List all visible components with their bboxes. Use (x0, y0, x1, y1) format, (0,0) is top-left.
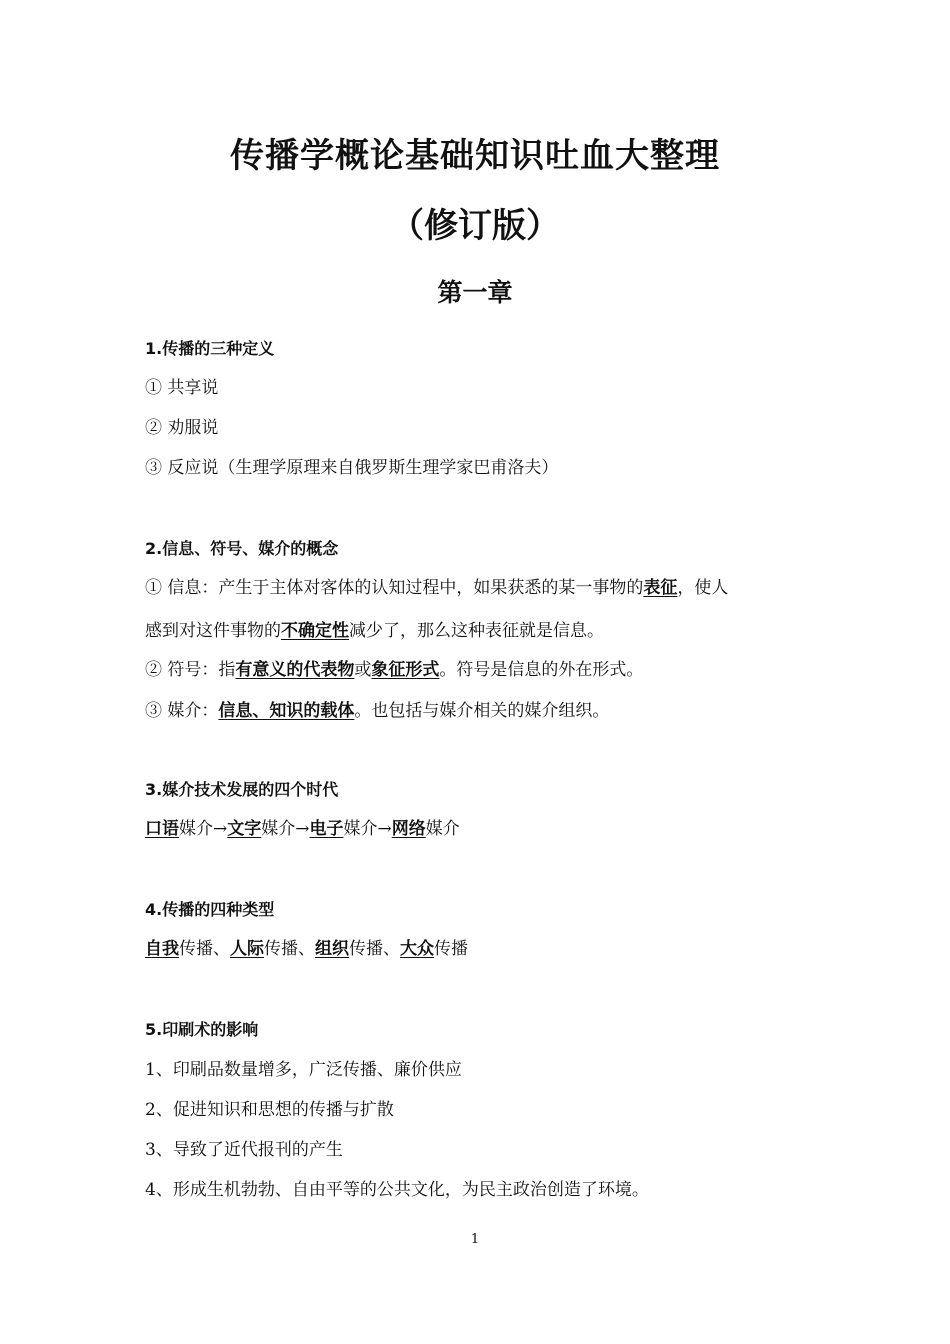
paragraph-line (145, 619, 825, 643)
paragraph-line (145, 576, 825, 600)
paragraph-line (145, 699, 825, 723)
paragraph-line (145, 937, 825, 961)
document-title: 传播学概论基础知识吐血大整理 (230, 136, 720, 176)
text-span: 感到对这件事物的 (145, 621, 281, 641)
list-item: 3、导致了近代报刊的产生 (145, 1140, 343, 1160)
underlined-term: 网络 (391, 819, 426, 839)
chapter-heading: 第一章 (437, 278, 513, 307)
section-heading: 1.传播的三种定义 (145, 339, 275, 358)
text-span: 媒介→ (179, 819, 228, 839)
underlined-term: 组织 (315, 939, 349, 959)
text-span: ① 信息：产生于主体对客体的认知过程中，如果获悉的某一事物的 (145, 578, 644, 598)
text-span: 减少了，那么这种表征就是信息。 (349, 621, 604, 641)
underlined-term: 自我 (145, 939, 179, 959)
paragraph-line (145, 817, 825, 841)
text-span: ③ 媒介： (145, 701, 219, 721)
underlined-term: 有意义的代表物 (235, 660, 355, 680)
underlined-term: 象征形式 (371, 660, 440, 680)
text-span: 媒介→ (343, 819, 392, 839)
underlined-term: 不确定性 (281, 621, 349, 641)
text-span: 媒介→ (261, 819, 310, 839)
list-item: ② 劝服说 (145, 418, 219, 438)
underlined-term: 文字 (227, 819, 262, 839)
text-span: ，使人 (677, 578, 729, 598)
page-number: 1 (470, 1232, 480, 1247)
list-item: 1、印刷品数量增多，广泛传播、廉价供应 (145, 1060, 462, 1080)
underlined-term: 大众 (400, 939, 434, 959)
section-heading: 2.信息、符号、媒介的概念 (145, 539, 339, 558)
list-item: ③ 反应说（生理学原理来自俄罗斯生理学家巴甫洛夫） (145, 458, 559, 478)
paragraph-line (145, 658, 825, 682)
underlined-term: 人际 (230, 939, 264, 959)
text-span: 传播、 (264, 939, 315, 959)
underlined-term: 表征 (643, 578, 678, 598)
list-item: 4、形成生机勃勃、自由平等的公共文化，为民主政治创造了环境。 (145, 1180, 649, 1200)
section-heading: 3.媒介技术发展的四个时代 (145, 780, 339, 799)
text-span: 传播、 (349, 939, 400, 959)
document-subtitle: （修订版） (390, 206, 560, 246)
underlined-term: 口语 (145, 819, 179, 839)
underlined-term: 电子 (309, 819, 344, 839)
section-heading: 4.传播的四种类型 (145, 900, 275, 919)
text-span: 。也包括与媒介相关的媒介组织。 (354, 701, 610, 721)
text-span: 或 (354, 660, 372, 680)
text-span: 传播、 (179, 939, 230, 959)
text-span: 。符号是信息的外在形式。 (439, 660, 644, 680)
text-span: ② 符号：指 (145, 660, 236, 680)
list-item: ① 共享说 (145, 378, 219, 398)
underlined-term: 信息、知识的载体 (218, 701, 355, 721)
section-heading: 5.印刷术的影响 (145, 1020, 259, 1039)
text-span: 传播 (434, 939, 468, 959)
text-span: 媒介 (425, 819, 460, 839)
list-item: 2、促进知识和思想的传播与扩散 (145, 1100, 394, 1120)
